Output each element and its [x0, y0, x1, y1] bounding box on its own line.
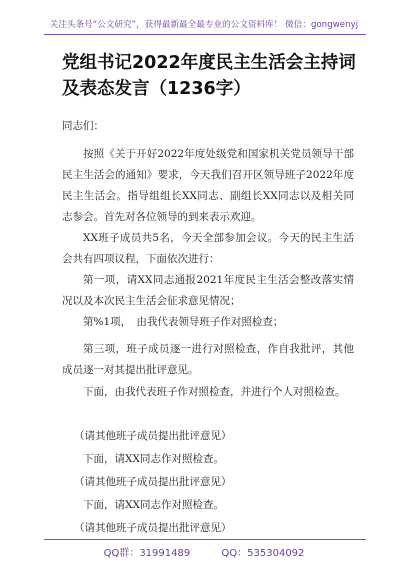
salutation: 同志们：: [62, 120, 104, 132]
paragraph-3: 第一项，请XX同志通报2021年度民主生活会整改落实情况以及本次民主生活会征求意见情况；: [62, 274, 354, 307]
footer-qq: QQ：535304092: [221, 548, 305, 559]
paragraph-4: 第%1项， 由我代表领导班子作对照检查；: [83, 316, 284, 328]
header-banner: 关注头条号“公文研究”，获得最新最全最专业的公文资料库！ 微信：gongwenyj: [49, 20, 359, 30]
paragraph-2: XX班子成员共5名，今天全部参加会议。今天的民主生活会共有四项议程，下面依次进行：: [62, 232, 354, 265]
paragraph-10: 下面，请XX同志作对照检查。: [83, 499, 224, 511]
header-divider: [44, 34, 366, 35]
footer-divider: [44, 539, 366, 540]
footer: [0, 544, 408, 559]
paragraph-7: （请其他班子成员提出批评意见）: [74, 430, 232, 442]
document-title: 党组书记2022年度民主生活会主持词及表态发言（1236字）: [62, 53, 356, 99]
footer-qq-group: QQ群：31991489: [103, 548, 191, 559]
paragraph-11: （请其他班子成员提出批评意见）: [74, 522, 232, 534]
paragraph-1: 按照《关于开好2022年度处级党和国家机关党员领导干部民主生活会的通知》要求，今天我们召开区领导班子2022年度民主生活会。指导组组长XX同志、副组长XX同志以及相关同志参会。首先对各位领导的到来表示欢迎。: [62, 148, 354, 223]
paragraph-8: 下面，请XX同志作对照检查。: [83, 453, 224, 465]
paragraph-9: （请其他班子成员提出批评意见）: [74, 476, 232, 488]
paragraph-5: 第三项，班子成员逐一进行对照检查，作自我批评，其他成员逐一对其提出批评意见。: [62, 343, 354, 376]
paragraph-6: 下面，由我代表班子作对照检查，并进行个人对照检查。: [83, 386, 346, 398]
